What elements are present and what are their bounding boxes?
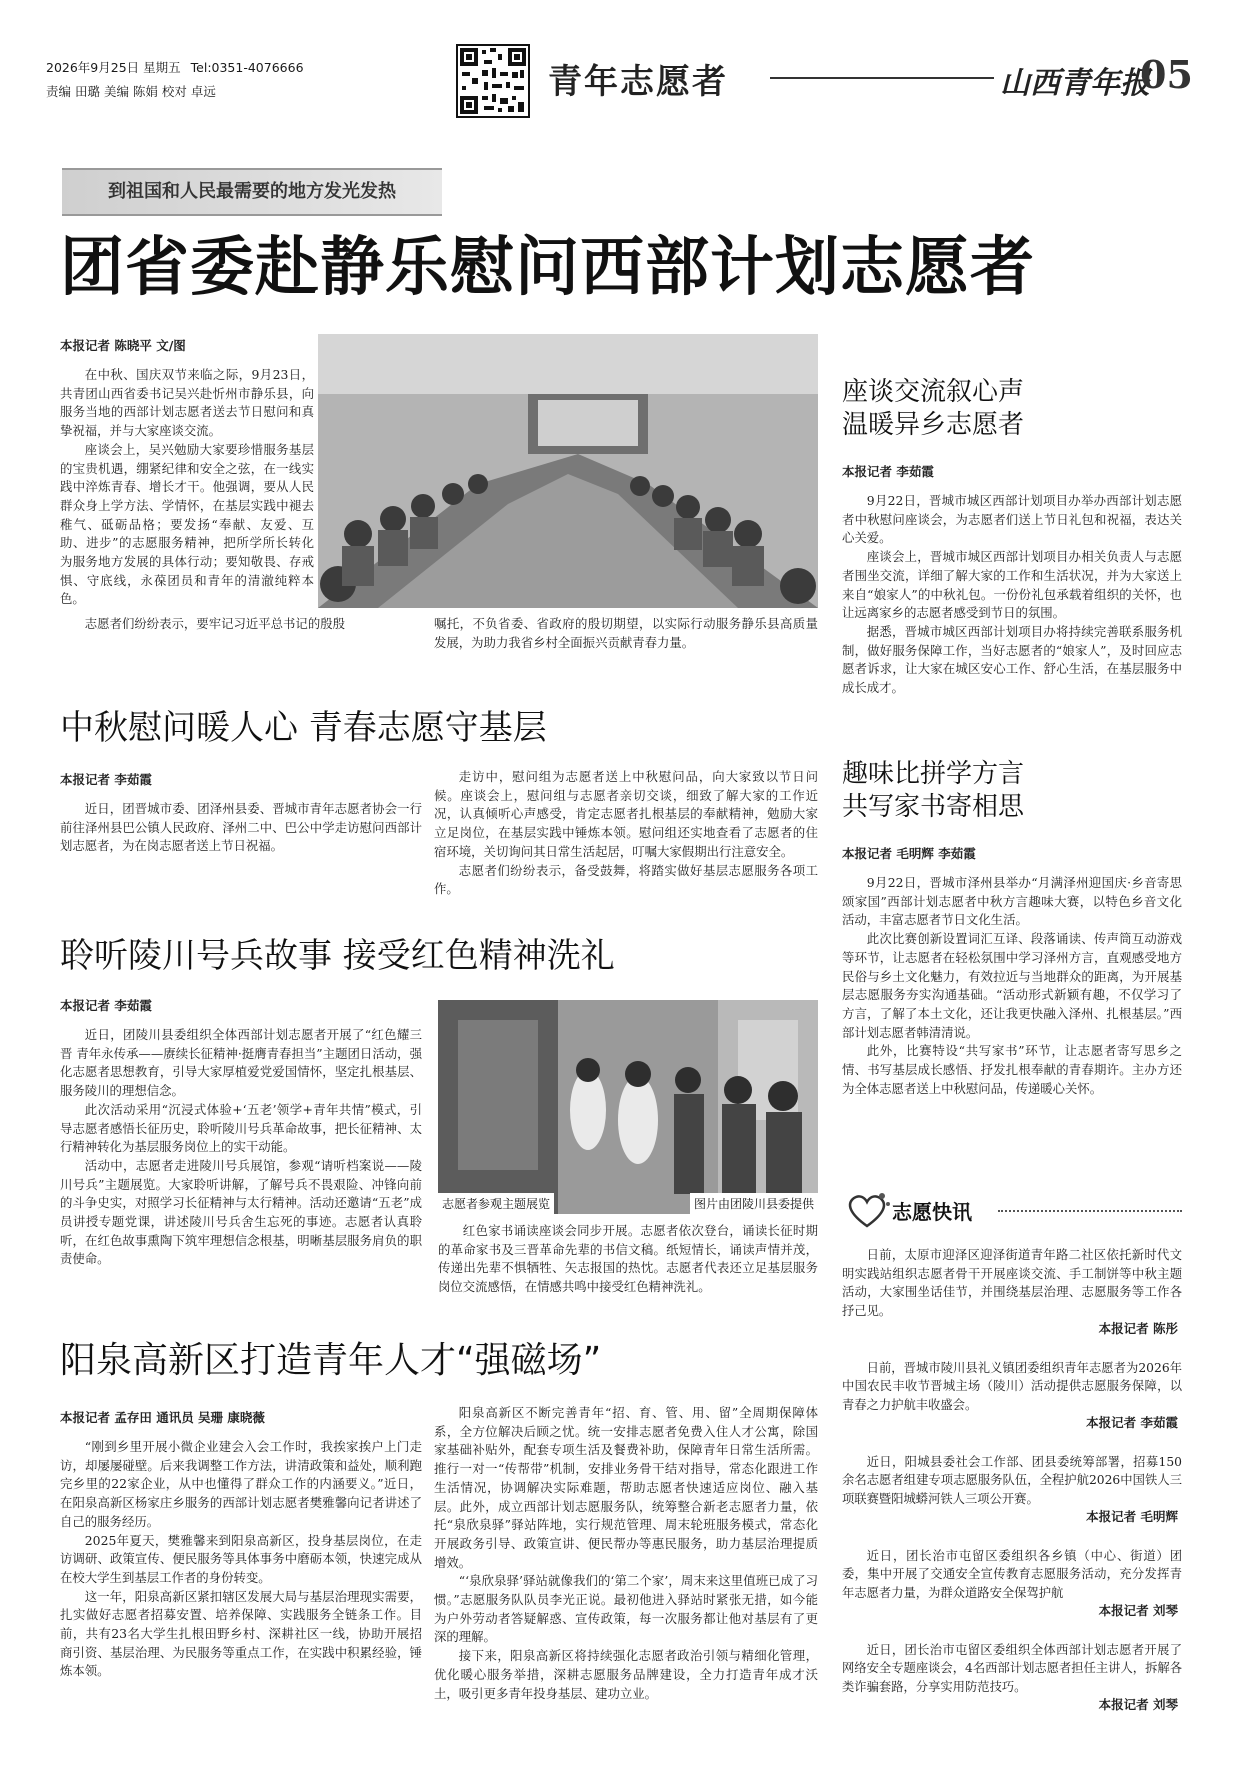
article2-para2: 走访中，慰问组为志愿者送上中秋慰问品，向大家致以节日问候。座谈会上，慰问组与志愿者亲切交谈，细致了解大家的工作近况，认真倾听心声感受，肯定志愿者扎根基层的奉献精神，勉励大家立足岗位，在基层实践中锤炼本领。慰问组还实地查看了志愿者的住宿环境，关切询问其日常生活起居，叮嘱大家假期出行注意安全。	[434, 769, 818, 859]
article3-col2	[438, 1222, 818, 1297]
article3-headline: 聆听陵川号兵故事 接受红色精神洗礼	[60, 936, 615, 976]
side2-para3: 此外，比赛特设“共写家书”环节，让志愿者寄写思乡之情、书写基层成长感悟、抒发扎根奉献的青春期许。主办方还为全体志愿者送上中秋慰问品，传递暖心关怀。	[842, 1043, 1182, 1096]
article1-col1	[60, 366, 314, 609]
article4-para2: 2025年夏天，樊雅馨来到阳泉高新区，投身基层岗位，在走访调研、政策宣传、便民服务等具体事务中磨砺本领，快速完成从在校大学生到基层工作者的身份转变。	[60, 1532, 422, 1585]
sidebar-story1	[842, 376, 1182, 698]
article4-para4: 阳泉高新区不断完善青年“招、育、管、用、留”全周期保障体系，全方位解决后顾之忧。统一安排志愿者免费入住人才公寓，除国家基础补贴外，配套专项生活及餐费补助，保障青年日常生活所需。推行一对一“传帮带”机制，安排业务骨干结对指导，常态化跟进工作生活情况，协调解决实际难题，帮助志愿者快速适应岗位、融入基层。此外，成立西部计划志愿服务队，统筹整合新老志愿者力量，依托“泉欣泉驿”驿站阵地，实行规范管理、周末轮班服务模式，常态化开展政务引导、政策宣讲、便民帮办等惠民服务，助力基层治理提质增效。	[434, 1405, 818, 1570]
side1-headline-2: 温暖异乡志愿者	[842, 410, 1025, 440]
section-title: 青年志愿者	[548, 62, 728, 102]
article3-para2: 此次活动采用“沉浸式体验+‘五老’领学+青年共情”模式，引导志愿者感悟长征历史，聆听陵川号兵革命故事，把长征精神、太行精神转化为基层服务岗位上的实干动能。	[60, 1101, 422, 1155]
article2-col2	[434, 768, 818, 899]
side1-para3: 据悉，晋城市城区西部计划项目办将持续完善联系服务机制，做好服务保障工作，当好志愿者的“娘家人”，及时回应志愿者诉求，让大家在城区安心工作、舒心生活，在基层服务中成长成才。	[842, 623, 1182, 696]
volunteer-news-flash	[842, 1188, 1182, 1715]
page-number: 05	[1140, 52, 1193, 97]
article4-para5: “‘泉欣泉驿’驿站就像我们的‘第二个家’，周末来这里值班已成了习惯。”志愿服务队队员李光正说。最初他进入驿站时紧张无措，如今能为户外劳动者答疑解惑、宣传政策，每一次服务都让他对基层有了更深的理解。	[434, 1573, 818, 1645]
flash-item	[842, 1359, 1182, 1433]
flash-item-text: 近日，团长治市屯留区委组织各乡镇（中心、街道）团委，集中开展了交通安全宣传教育志愿服务活动，充分发挥青年志愿者力量，为群众道路安全保驾护航	[842, 1548, 1182, 1600]
side1-byline: 本报记者 李茹霞	[842, 464, 934, 479]
article1-byline: 本报记者 陈晓平 文/图	[60, 338, 186, 353]
article1-para1: 在中秋、国庆双节来临之际，9月23日，共青团山西省委书记吴兴赴忻州市静乐县，向服务当地的西部计划志愿者送去节日慰问和真挚祝福，并与大家座谈交流。	[60, 367, 314, 439]
side1-body	[842, 492, 1182, 698]
heart-hands-icon	[842, 1190, 892, 1230]
article1-para3: 嘱托，不负省委、省政府的殷切期望，以实际行动服务静乐县高质量发展，为助力我省乡村全面振兴贡献青春力量。	[434, 616, 818, 650]
side2-headline-2: 共写家书寄相思	[842, 792, 1025, 822]
flash-title-rule	[998, 1210, 1182, 1212]
article2-col1	[60, 800, 422, 856]
flash-item	[842, 1453, 1182, 1527]
side2-headline-1: 趣味比拼学方言	[842, 759, 1025, 789]
meeting-photo[interactable]	[318, 334, 818, 608]
flash-item	[842, 1641, 1182, 1715]
side1-headline-1: 座谈交流叙心声	[842, 377, 1025, 407]
article1-para3-start: 志愿者们纷纷表示，要牢记习近平总书记的殷殷	[84, 616, 345, 631]
side2-body	[842, 874, 1182, 1098]
flash-item	[842, 1246, 1182, 1339]
article3-para4: 红色家书诵读座谈会同步开展。志愿者依次登台，诵读长征时期的革命家书及三晋革命先辈的书信文稿。纸短情长，诵读声情并茂，传递出先辈不惧牺牲、矢志报国的热忱。志愿者代表还立足基层服务岗位交流感悟，在情感共鸣中接受红色精神洗礼。	[438, 1223, 818, 1295]
side1-para2: 座谈会上，晋城市城区西部计划项目办相关负责人与志愿者围坐交流，详细了解大家的工作和生活状况，并为大家送上来自“娘家人”的中秋礼包。一份份礼包承载着组织的关怀，也让远离家乡的志愿者感受到节日的氛围。	[842, 549, 1182, 621]
paper-logo: 山西青年报	[1000, 66, 1150, 101]
article2-para1: 近日，团晋城市委、团泽州县委、晋城市青年志愿者协会一行前往泽州县巴公镇人民政府、泽州二中、巴公中学走访慰问西部计划志愿者，为在岗志愿者送上节日祝福。	[60, 801, 422, 854]
article3-byline: 本报记者 李茹霞	[60, 998, 152, 1013]
article4-para3: 这一年，阳泉高新区紧扣辖区发展大局与基层治理现实需要，扎实做好志愿者招募安置、培养保障、实践服务全链条工作。目前，共有23名大学生扎根田野乡村、深耕社区一线，协助开展招商引资、基层治理、为民服务等重点工作，在实践中积累经验，锤炼本领。	[60, 1588, 422, 1679]
article3-col1	[60, 1026, 422, 1269]
flash-item-text: 近日，团长治市屯留区委组织全体西部计划志愿者开展了网络安全专题座谈会，4名西部计划志愿者担任主讲人，拆解各类诈骗套路，分享实用防范技巧。	[842, 1642, 1182, 1694]
article1-col3	[434, 615, 818, 652]
topic-banner	[62, 168, 442, 216]
article4-col2	[434, 1404, 818, 1760]
side2-para2: 此次比赛创新设置词汇互译、段落诵读、传声筒互动游戏等环节，让志愿者在轻松氛围中学习泽州方言，直观感受地方民俗与乡土文化魅力，有效拉近与当地群众的距离，为开展基层志愿服务夯实沟通基础。“活动形式新颖有趣，不仅学习了方言，了解了本土文化，还让我更快融入泽州、扎根基层。”西部计划志愿者韩清清说。	[842, 931, 1182, 1040]
flash-item-sig: 本报记者 李茹霞	[1086, 1415, 1178, 1430]
flash-item-sig: 本报记者 毛明辉	[1086, 1509, 1178, 1524]
flash-item-text: 日前，晋城市陵川县礼义镇团委组织青年志愿者为2026年中国农民丰收节晋城主场（陵川）活动提供志愿服务保障，以青春之力护航丰收盛会。	[842, 1360, 1182, 1412]
side2-para1: 9月22日，晋城市泽州县举办“月满泽州迎国庆·乡音寄思颂家国”西部计划志愿者中秋方言趣味大赛，以特色乡音文化活动，丰富志愿者节日文化生活。	[842, 875, 1182, 928]
article4-byline: 本报记者 孟存田 通讯员 吴珊 康晓薇	[60, 1410, 265, 1425]
flash-title: 志愿快讯	[892, 1200, 972, 1224]
flash-item-sig: 本报记者 刘琴	[1098, 1697, 1178, 1712]
article4-headline: 阳泉高新区打造青年人才“强磁场”	[60, 1340, 602, 1381]
exhibition-photo[interactable]	[438, 1000, 818, 1214]
side2-byline: 本报记者 毛明辉 李茹霞	[842, 846, 976, 861]
article2-para3: 志愿者们纷纷表示，备受鼓舞，将踏实做好基层志愿服务各项工作。	[434, 862, 818, 897]
qr-code-icon[interactable]	[456, 44, 530, 118]
flash-item-text: 日前，太原市迎泽区迎泽街道青年路二社区依托新时代文明实践站组织志愿者骨干开展座谈交流、手工制饼等中秋主题活动，大家围坐话佳节，并围绕基层治理、志愿服务等工作各抒己见。	[842, 1248, 1182, 1318]
article3-para1: 近日，团陵川县委组织全体西部计划志愿者开展了“红色耀三晋 青年永传承——赓续长征精神·挺膺青春担当”主题团日活动，强化志愿者思想教育，引导大家厚植爱党爱国情怀，坚定扎根基层、服务陵川的理想信念。	[60, 1027, 422, 1099]
article4-para1: “刚到乡里开展小微企业建会入会工作时，我挨家挨户上门走访，却屡屡碰壁。后来我调整工作方法，讲清政策和益处，顺利跑完乡里的22家企业，从中也懂得了群众工作的内涵要义。”近日，在阳泉高新区杨家庄乡服务的西部计划志愿者樊雅馨向记者讲述了自己的服务经历。	[60, 1439, 422, 1529]
flash-item-sig: 本报记者 刘琴	[1098, 1603, 1178, 1618]
flash-list	[842, 1246, 1182, 1715]
article2-byline: 本报记者 李茹霞	[60, 772, 152, 787]
tel-number: Tel:0351-4076666	[190, 60, 304, 75]
issue-date: 2026年9月25日 星期五	[46, 60, 181, 75]
masthead	[0, 0, 1242, 120]
flash-item-text: 近日，阳城县委社会工作部、团县委统筹部署，招募150余名志愿者组建专项志愿服务队伍，全程护航2026中国铁人三项联赛暨阳城蟒河铁人三项公开赛。	[842, 1454, 1182, 1506]
header-rule	[770, 77, 994, 79]
date-line	[46, 58, 304, 76]
topic-banner-text: 到祖国和人民最需要的地方发光发热	[108, 181, 396, 202]
flash-item-sig: 本报记者 陈彤	[1098, 1321, 1178, 1336]
exhibition-photo-illustration	[438, 1000, 818, 1214]
photo-caption-left: 志愿者参观主题展览	[438, 1193, 554, 1214]
article2-headline: 中秋慰问暖人心 青春志愿守基层	[60, 708, 547, 748]
photo-caption-right: 图片由团陵川县委提供	[690, 1193, 818, 1214]
main-headline: 团省委赴静乐慰问西部计划志愿者	[60, 231, 1035, 305]
article4-col1	[60, 1438, 422, 1758]
flash-header	[842, 1188, 1182, 1232]
article1-para2: 座谈会上，吴兴勉励大家要珍惜服务基层的宝贵机遇，绷紧纪律和安全之弦，在一线实践中淬炼青春、增长才干。他强调，要从人民群众身上学方法、学情怀，在基层实践中褪去稚气、砥砺品格；要发扬“奉献、友爱、互助、进步”的志愿服务精神，把所学所长转化为服务地方发展的具体行动；要知敬畏、存戒惧、守底线，永葆团员和青年的清澈纯粹本色。	[60, 441, 314, 607]
article1-col2	[60, 615, 426, 634]
meeting-photo-illustration	[318, 334, 818, 608]
side1-para1: 9月22日，晋城市城区西部计划项目办举办西部计划志愿者中秋慰问座谈会，为志愿者们送上节日礼包和祝福，表达关心关爱。	[842, 493, 1182, 546]
article4-para6: 接下来，阳泉高新区将持续强化志愿者政治引领与精细化管理，优化暖心服务举措，深耕志愿服务品牌建设，全力打造青年成才沃土，吸引更多青年投身基层、建功立业。	[434, 1648, 818, 1701]
flash-item	[842, 1547, 1182, 1621]
editor-credits: 责编 田璐 美编 陈娟 校对 卓远	[46, 84, 216, 99]
article3-para3: 活动中，志愿者走进陵川号兵展馆，参观“请听档案说——陵川号兵”主题展览。大家聆听讲解，了解号兵不畏艰险、冲锋向前的斗争史实，对照学习长征精神与太行精神。活动还邀请“五老”成员讲授专题党课，讲述陵川号兵舍生忘死的事迹。志愿者认真聆听，在红色故事熏陶下筑牢理想信念根基，明晰基层服务肩负的职责使命。	[60, 1157, 422, 1267]
sidebar-story2	[842, 758, 1182, 1098]
